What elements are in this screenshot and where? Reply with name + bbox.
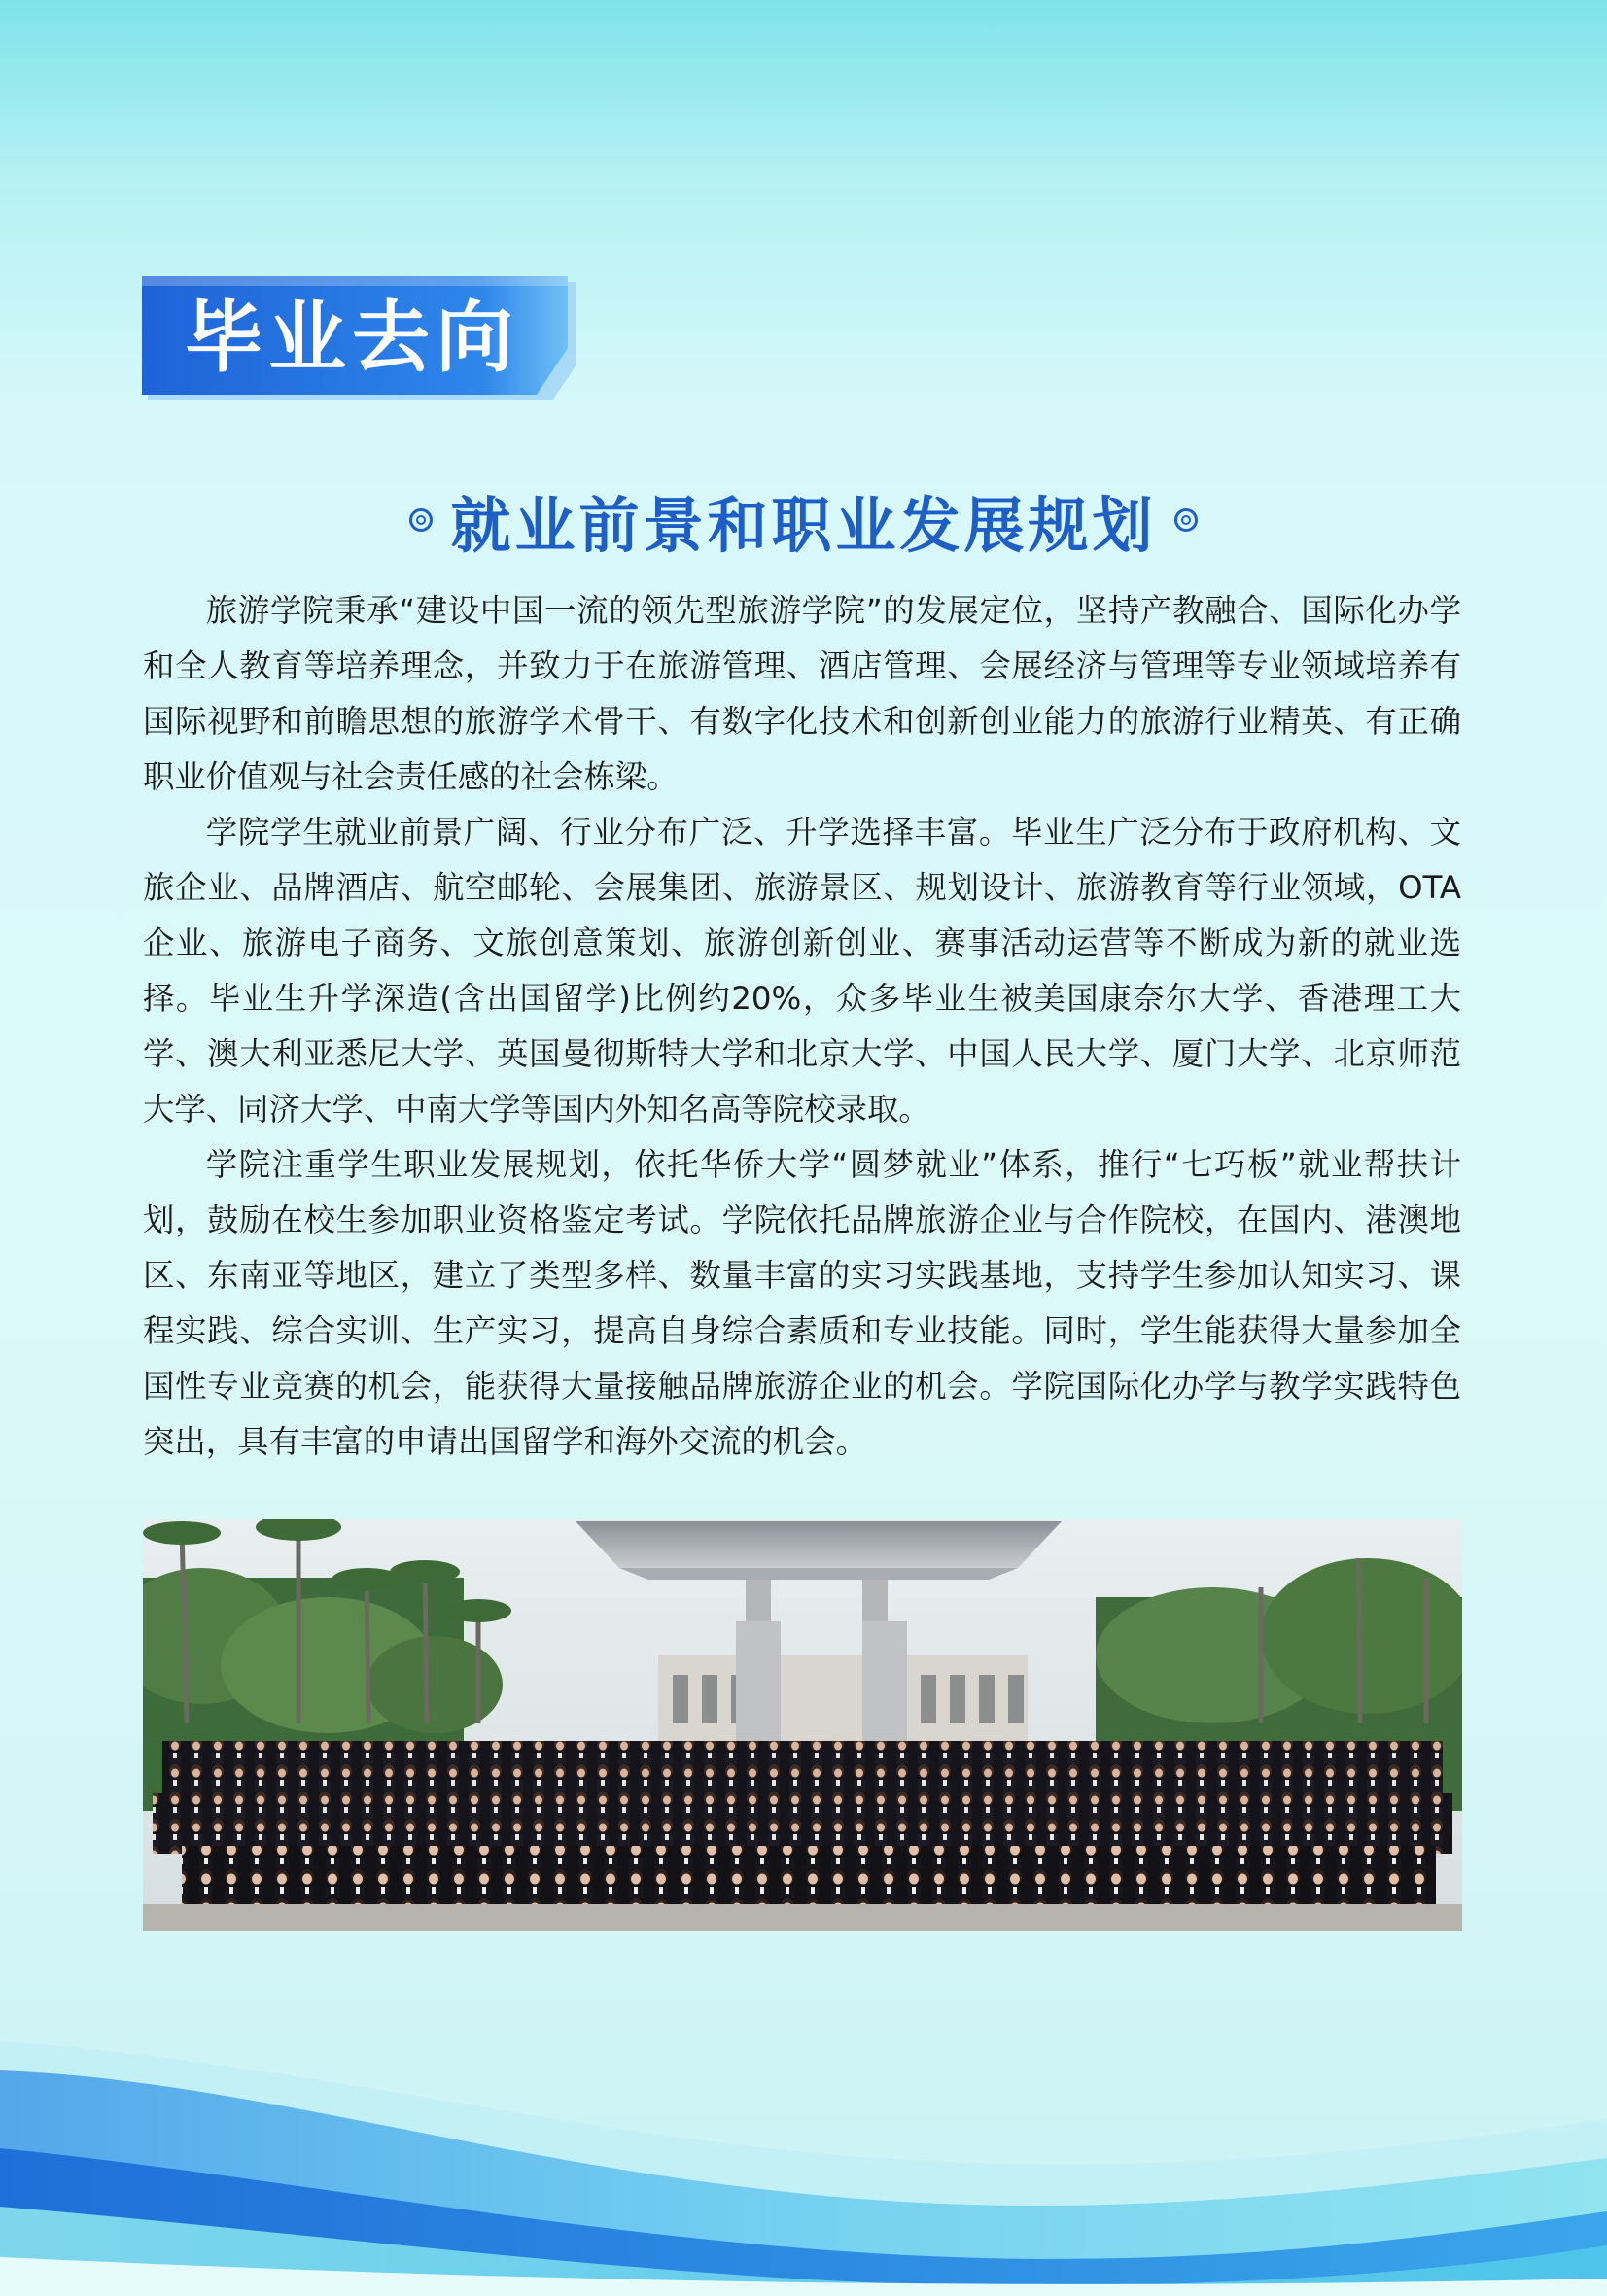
bottom-wave-decoration [0, 2002, 1607, 2296]
ring-bullet-icon [409, 508, 433, 532]
graduation-group-photo [143, 1519, 1462, 1931]
paragraph-1: 旅游学院秉承“建设中国一流的领先型旅游学院”的发展定位，坚持产教融合、国际化办学和全人教育等培养理念，并致力于在旅游管理、酒店管理、会展经济与管理等专业领域培养有国际视野和前瞻思想的旅游学术骨干、有数字化技术和创新创业能力的旅游行业精英、有正确职业价值观与社会责任感的社会栋梁。 [143, 592, 1461, 795]
paragraph-2: 学院学生就业前景广阔、行业分布广泛、升学选择丰富。毕业生广泛分布于政府机构、文旅企业、品牌酒店、航空邮轮、会展集团、旅游景区、规划设计、旅游教育等行业领域，OTA企业、旅游电子商务、文旅创意策划、旅游创新创业、赛事活动运营等不断成为新的就业选择。毕业生升学深造(含出国留学)比例约20%，众多毕业生被美国康奈尔大学、香港理工大学、澳大利亚悉尼大学、英国曼彻斯特大学和北京大学、中国人民大学、厦门大学、北京师范大学、同济大学、中南大学等国内外知名高等院校录取。 [143, 814, 1461, 1128]
section-badge [142, 276, 576, 400]
subtitle-row [0, 476, 1607, 564]
body-text [143, 583, 1461, 1470]
paragraph-3: 学院注重学生职业发展规划，依托华侨大学“圆梦就业”体系，推行“七巧板”就业帮扶计划，鼓励在校生参加职业资格鉴定考试。学院依托品牌旅游企业与合作院校，在国内、港澳地区、东南亚等地区，建立了类型多样、数量丰富的实习实践基地，支持学生参加认知实习、课程实践、综合实训、生产实习，提高自身综合素质和专业技能。同时，学生能获得大量参加全国性专业竞赛的机会，能获得大量接触品牌旅游企业的机会。学院国际化办学与教学实践特色突出，具有丰富的申请出国留学和海外交流的机会。 [143, 1146, 1461, 1460]
section-title: 毕业去向 [185, 293, 519, 383]
subtitle: 就业前景和职业发展规划 [450, 489, 1157, 561]
ring-bullet-icon [1174, 508, 1198, 532]
